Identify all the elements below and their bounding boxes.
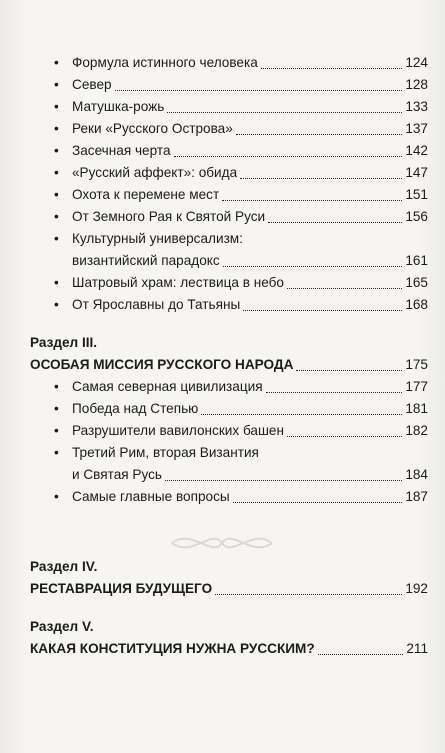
entry-title-line2: и Святая Русь [72,467,162,482]
toc-entry [30,420,428,442]
table-of-contents [30,52,428,660]
entry-title-line1: Третий Рим, вторая Византия [72,445,259,460]
bullet: • [54,379,59,394]
page-number: 168 [405,297,428,312]
entry-title: Матушка-рожь [72,99,165,114]
dot-leader [268,222,402,223]
spacer [30,600,428,616]
page-number: 165 [405,275,428,290]
page-number: 211 [406,641,428,656]
bullet: • [54,275,59,290]
bullet: • [54,231,59,246]
page-number: 177 [405,379,428,394]
page-number: 192 [405,581,428,596]
entry-title: От Земного Рая к Святой Руси [72,209,266,224]
spacer [30,316,428,332]
bullet: • [54,297,59,312]
toc-entry [30,184,428,206]
section-title: РЕСТАВРАЦИЯ БУДУЩЕГО [30,581,213,596]
dot-leader [115,90,403,91]
dot-leader [287,436,402,437]
toc-entry-multiline [30,228,428,272]
entry-title: Шатровый храм: лествица в небо [72,275,284,290]
bullet: • [54,143,59,158]
section-label: Раздел V. [30,619,94,634]
toc-entry [30,52,428,74]
section-title-row [30,638,428,660]
toc-entry [30,206,428,228]
entry-title: Север [72,77,112,92]
entry-title: Охота к перемене мест [72,187,220,202]
page-number: 151 [405,187,428,202]
dot-leader [240,178,402,179]
entry-title: Засечная черта [72,143,171,158]
dot-leader [287,288,402,289]
toc-entry [30,162,428,184]
entry-title: Формула истинного человека [72,55,258,70]
bullet: • [54,445,59,460]
entry-title: Самые главные вопросы [72,489,230,504]
dot-leader [236,134,403,135]
page-number: 184 [405,467,428,482]
entry-title-line2: византийский парадокс [72,253,220,268]
section-title: ОСОБАЯ МИССИЯ РУССКОГО НАРОДА [30,357,294,372]
dot-leader [266,392,403,393]
entry-title: Победа над Степью [72,401,199,416]
entry-title: Самая северная цивилизация [72,379,263,394]
page-number: 156 [405,209,428,224]
dot-leader [167,112,402,113]
toc-entry [30,118,428,140]
bullet: • [54,489,59,504]
dot-leader [223,266,403,267]
page-number: 147 [405,165,428,180]
toc-entry [30,398,428,420]
bullet: • [54,99,59,114]
section-label: Раздел IV. [30,559,98,574]
section-title-row [30,354,428,376]
bullet: • [54,187,59,202]
bullet: • [54,55,59,70]
toc-entry [30,140,428,162]
page-number: 181 [405,401,428,416]
dot-leader [233,502,403,503]
ornament-icon [162,530,282,556]
entry-title: «Русский аффект»: обида [72,165,238,180]
bullet: • [54,209,59,224]
page-number: 161 [405,253,428,268]
section-label: Раздел III. [30,335,98,350]
entry-title: От Ярославны до Татьяны [72,297,241,312]
dot-leader [165,480,402,481]
dot-leader [201,414,402,415]
toc-entry-multiline [30,442,428,486]
toc-entry [30,272,428,294]
page-number: 182 [405,423,428,438]
toc-entry [30,96,428,118]
toc-entry [30,74,428,96]
page-number: 175 [405,357,428,372]
entry-title: Разрушители вавилонских башен [72,423,284,438]
entry-title-line2-row [72,464,428,486]
page-number: 142 [405,143,428,158]
section-title-row [30,578,428,600]
bullet: • [54,165,59,180]
entry-title-line2-row [72,250,428,272]
entry-title-line1: Культурный универсализм: [72,231,243,246]
dot-leader [318,654,404,655]
bullet: • [54,77,59,92]
toc-entry [30,376,428,398]
section-title: КАКАЯ КОНСТИТУЦИЯ НУЖНА РУССКИМ? [30,641,315,656]
dot-leader [174,156,403,157]
entry-title: Реки «Русского Острова» [72,121,233,136]
page-number: 137 [405,121,428,136]
toc-entry [30,486,428,508]
dot-leader [243,310,402,311]
page-number: 187 [405,489,428,504]
page-number: 124 [405,55,428,70]
dot-leader [261,68,403,69]
dot-leader [215,594,402,595]
toc-entry [30,294,428,316]
bullet: • [54,401,59,416]
dot-leader [296,370,402,371]
bullet: • [54,121,59,136]
page-number: 133 [405,99,428,114]
page-number: 128 [405,77,428,92]
bullet: • [54,423,59,438]
dot-leader [222,200,402,201]
